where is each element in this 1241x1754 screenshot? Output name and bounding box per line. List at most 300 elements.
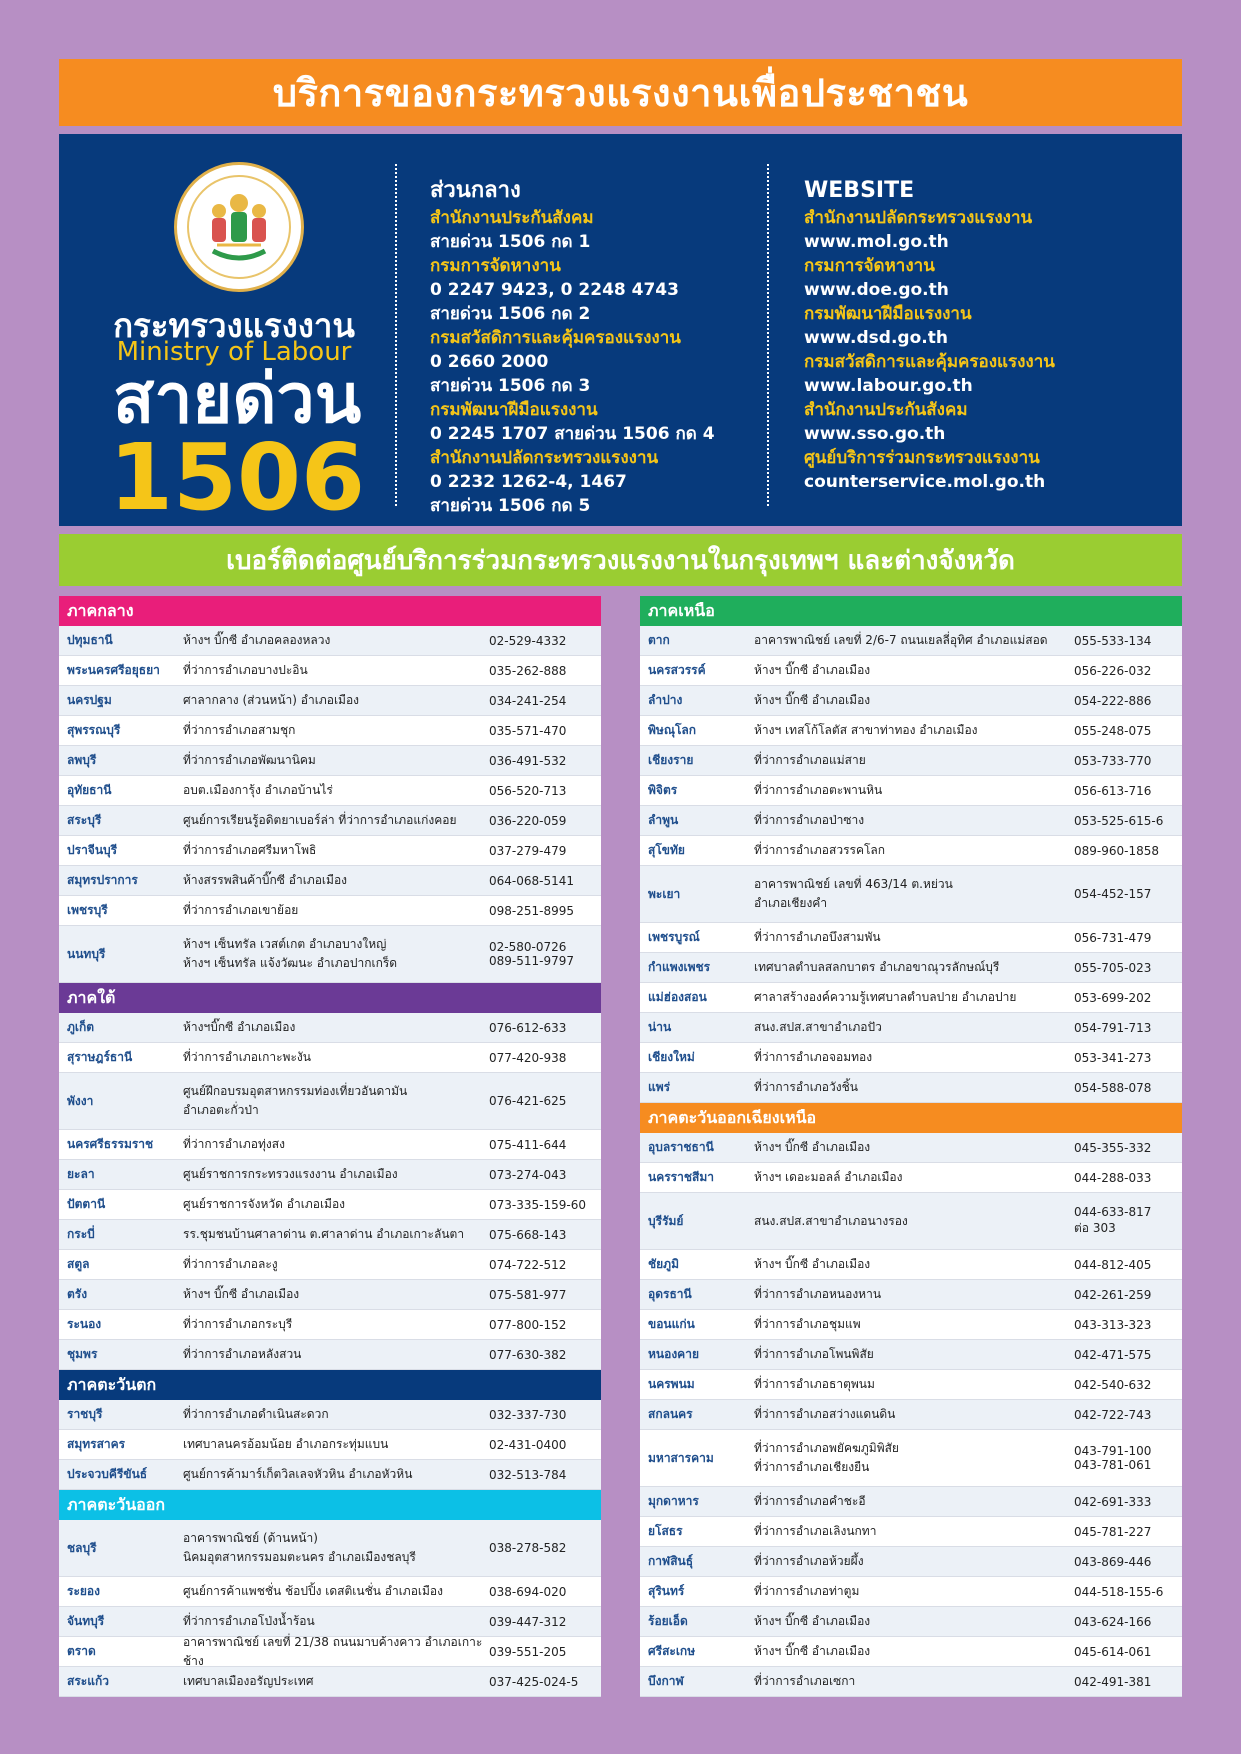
service-location (179, 811, 489, 830)
table-row (59, 896, 601, 926)
phone-line: 073-335-159-60 (489, 1197, 586, 1212)
table-row (640, 1043, 1182, 1073)
province-name: บุรีรัมย์ (648, 1213, 684, 1228)
province-name: สุโขทัย (648, 843, 685, 857)
location-line: ที่ว่าการอำเภอบึงสามพัน (754, 930, 881, 944)
table-row (640, 953, 1182, 983)
phone-line: 036-220-059 (489, 813, 567, 828)
service-location (179, 751, 489, 770)
table-row (59, 1013, 601, 1043)
province-name: แม่ฮ่องสอน (648, 990, 707, 1004)
phone-number (1074, 1021, 1186, 1035)
province-name: นครพนม (648, 1377, 695, 1391)
phone-line: 075-581-977 (489, 1287, 567, 1302)
phone-number (1074, 931, 1186, 945)
table-row (59, 1280, 601, 1310)
central-line-org: กรมพัฒนาฝีมือแรงงาน (430, 400, 598, 420)
phone-line: 076-612-633 (489, 1020, 567, 1035)
table-row (640, 1637, 1182, 1667)
contact-tables (59, 596, 1182, 1697)
phone-number (489, 754, 601, 768)
region-header: ภาคใต้ (59, 983, 601, 1013)
table-row (59, 1400, 601, 1430)
service-location (179, 1672, 489, 1691)
phone-number (1074, 844, 1186, 858)
table-row (59, 926, 601, 983)
province-name: สระบุรี (67, 813, 102, 827)
region-header: ภาคกลาง (59, 596, 601, 626)
region-table (640, 626, 1182, 1103)
location-line: ที่ว่าการอำเภอห้วยผึ้ง (754, 1554, 864, 1568)
table-row (59, 1460, 601, 1490)
province-name: พะเยา (648, 886, 681, 901)
location-line: ศูนย์ฝึกอบรมอุตสาหกรรมท่องเที่ยวอันดามัน (183, 1084, 408, 1098)
central-line-value: สายด่วน 1506 กด 5 (430, 496, 591, 516)
website-line-org: สำนักงานปลัดกระทรวงแรงงาน (804, 208, 1033, 228)
location-line: ศูนย์ราชการจังหวัด อำเภอเมือง (183, 1197, 346, 1211)
location-line: ที่ว่าการอำเภอศรีมหาโพธิ (183, 843, 317, 857)
location-line: อาคารพาณิชย์ เลขที่ 21/38 ถนนมาบค้างคาว อำเภอเกาะช้าง (183, 1634, 483, 1668)
phone-number (489, 1168, 601, 1182)
province-name: กาฬสินธุ์ (648, 1554, 694, 1568)
page-title: บริการของกระทรวงแรงงานเพื่อประชาชน (59, 59, 1182, 126)
phone-number (489, 1408, 601, 1422)
phone-number (489, 634, 601, 648)
phone-line: 02-529-4332 (489, 633, 567, 648)
phone-number (1074, 784, 1186, 798)
phone-number (489, 784, 601, 798)
location-line: ศูนย์การเรียนรู้อดิตยาเบอร์ล่า ที่ว่าการอำเภอแก่งคอย (183, 813, 457, 827)
location-line: ที่ว่าการอำเภอสวรรคโลก (754, 843, 886, 857)
phone-line: 02-431-0400 (489, 1437, 567, 1452)
service-location (750, 751, 1074, 770)
service-location (750, 1315, 1074, 1334)
service-location (179, 781, 489, 800)
phone-number (1074, 991, 1186, 1005)
phone-line: 035-571-470 (489, 723, 567, 738)
location-line: อาคารพาณิชย์ เลขที่ 2/6-7 ถนนเยลลี่อุทิศ อำเภอแม่สอด (754, 633, 1048, 647)
service-location (750, 958, 1074, 977)
phone-line: 056-613-716 (1074, 783, 1152, 798)
province-name: สุพรรณบุรี (67, 723, 121, 737)
region-header: ภาคตะวันออก (59, 1490, 601, 1520)
location-line: เทศบาลนครอ้อมน้อย อำเภอกระทุ่มแบน (183, 1437, 389, 1451)
phone-line: 034-241-254 (489, 693, 567, 708)
table-row (59, 1073, 601, 1130)
phone-line: 064-068-5141 (489, 873, 575, 888)
section-subtitle: เบอร์ติดต่อศูนย์บริการร่วมกระทรวงแรงงานในกรุงเทพฯ และต่างจังหวัด (59, 534, 1182, 586)
service-location (750, 1642, 1074, 1661)
service-location (750, 1255, 1074, 1274)
province-name: ปัตตานี (67, 1197, 106, 1211)
service-location (179, 1285, 489, 1304)
table-row (59, 866, 601, 896)
phone-line: 043-313-323 (1074, 1317, 1152, 1332)
service-location (750, 1375, 1074, 1394)
location-line: ที่ว่าการอำเภอเขาย้อย (183, 903, 299, 917)
location-line: ห้างฯ เทสโก้โลตัส สาขาท่าทอง อำเภอเมือง (754, 723, 978, 737)
central-line-value: 0 2245 1707 สายด่วน 1506 กด 4 (430, 424, 715, 444)
province-name: ตรัง (67, 1287, 88, 1301)
phone-number (1074, 1675, 1186, 1689)
seal-inner-ring (187, 175, 291, 279)
table-row (640, 866, 1182, 923)
table-row (640, 1370, 1182, 1400)
location-line: ที่ว่าการอำเภอตะพานหิน (754, 783, 883, 797)
location-line: ที่ว่าการอำเภอสามชุก (183, 723, 296, 737)
table-row (640, 1547, 1182, 1577)
province-name: สุรินทร์ (648, 1584, 685, 1598)
phone-number (1074, 664, 1186, 678)
phone-line: 043-781-061 (1074, 1458, 1152, 1472)
service-location (750, 1048, 1074, 1067)
phone-number (1074, 1525, 1186, 1539)
location-line: อำเภอเชียงคำ (754, 896, 828, 910)
phone-line: 042-261-259 (1074, 1287, 1152, 1302)
phone-line: ต่อ 303 (1074, 1220, 1116, 1235)
phone-line: 055-248-075 (1074, 723, 1152, 738)
table-row (59, 1520, 601, 1577)
province-name: ยะลา (67, 1167, 95, 1181)
phone-line: 043-791-100 (1074, 1444, 1152, 1458)
divider (395, 164, 397, 506)
phone-line: 02-580-0726 (489, 940, 567, 954)
table-row (59, 626, 601, 656)
table-row (59, 656, 601, 686)
phone-number (489, 940, 601, 968)
location-line: เทศบาลตำบลสลกบาตร อำเภอขาณุวรลักษณ์บุรี (754, 960, 1000, 974)
phone-line: 036-491-532 (489, 753, 567, 768)
phone-number (1074, 694, 1186, 708)
phone-number (1074, 1378, 1186, 1392)
region-table (59, 626, 601, 983)
service-location (750, 1168, 1074, 1187)
table-row (59, 836, 601, 866)
phone-number (1074, 1585, 1186, 1599)
table-row (640, 1667, 1182, 1697)
table-row (640, 983, 1182, 1013)
location-line: ห้างสรรพสินค้าบิ๊กซี อำเภอเมือง (183, 873, 348, 887)
central-line-org: สำนักงานประกันสังคม (430, 208, 594, 228)
table-row (640, 656, 1182, 686)
service-location (750, 1552, 1074, 1571)
phone-number (489, 1615, 601, 1629)
table-row (640, 1310, 1182, 1340)
location-line: ที่ว่าการอำเภอคำชะอี (754, 1494, 866, 1508)
location-line: ห้างฯ บิ๊กซี อำเภอคลองหลวง (183, 633, 331, 647)
table-row (640, 626, 1182, 656)
location-line: ที่ว่าการอำเภอทุ่งสง (183, 1137, 285, 1151)
phone-line: 073-274-043 (489, 1167, 567, 1182)
province-name: นครศรีธรรมราช (67, 1137, 154, 1151)
phone-line: 077-420-938 (489, 1050, 567, 1065)
service-location (179, 1315, 489, 1334)
location-line: ศูนย์การค้าแพชชั่น ช้อปปิ้ง เดสติเนชั่น อำเภอเมือง (183, 1584, 443, 1598)
phone-number (1074, 1615, 1186, 1629)
hero-panel (59, 134, 1182, 531)
province-name: ตาก (648, 633, 670, 647)
phone-number (1074, 1051, 1186, 1065)
phone-number (489, 1228, 601, 1242)
province-name: นครสวรรค์ (648, 663, 706, 677)
phone-line: 089-511-9797 (489, 954, 575, 968)
location-line: ที่ว่าการอำเภอเกาะพะงัน (183, 1050, 311, 1064)
province-name: สมุทรสาคร (67, 1437, 126, 1451)
province-name: ระนอง (67, 1317, 102, 1331)
phone-line: 075-411-644 (489, 1137, 567, 1152)
phone-line: 053-525-615-6 (1074, 813, 1164, 828)
service-location (179, 1165, 489, 1184)
service-location (179, 1405, 489, 1424)
province-name: ราชบุรี (67, 1407, 103, 1421)
phone-number (489, 1541, 601, 1555)
province-name: อุทัยธานี (67, 783, 112, 797)
phone-number (1074, 1318, 1186, 1332)
service-location (750, 1285, 1074, 1304)
service-location (750, 875, 1074, 913)
province-name: เพชรบุรี (67, 903, 108, 917)
service-location (750, 781, 1074, 800)
phone-number (1074, 887, 1186, 901)
service-location (179, 1048, 489, 1067)
location-line: ที่ว่าการอำเภอธาตุพนม (754, 1377, 875, 1391)
phone-number (489, 1021, 601, 1035)
service-location (750, 1078, 1074, 1097)
province-name: ปราจีนบุรี (67, 843, 118, 857)
table-row (640, 806, 1182, 836)
phone-number (489, 664, 601, 678)
service-location (750, 631, 1074, 650)
service-location (179, 721, 489, 740)
province-name: สตูล (67, 1257, 90, 1271)
phone-line: 089-960-1858 (1074, 843, 1160, 858)
phone-line: 053-341-273 (1074, 1050, 1152, 1065)
central-contacts (430, 176, 715, 518)
table-row (59, 716, 601, 746)
phone-number (489, 1094, 601, 1108)
website-line-value[interactable]: www.dsd.go.th (804, 328, 948, 348)
phone-line: 053-733-770 (1074, 753, 1152, 768)
table-row (59, 1340, 601, 1370)
phone-number (489, 1198, 601, 1212)
table-row (640, 746, 1182, 776)
location-line: ห้างฯ เซ็นทรัล เวสต์เกต อำเภอบางใหญ่ (183, 937, 387, 951)
phone-number (489, 1585, 601, 1599)
phone-line: 054-222-886 (1074, 693, 1152, 708)
location-line: ที่ว่าการอำเภอเซกา (754, 1674, 856, 1688)
central-heading: ส่วนกลาง (430, 178, 521, 203)
location-line: ที่ว่าการอำเภอชุมแพ (754, 1317, 861, 1331)
province-name: กระบี่ (67, 1227, 95, 1241)
central-line-org: กรมการจัดหางาน (430, 256, 561, 276)
divider (767, 164, 769, 506)
location-line: ห้างฯ เซ็นทรัล แจ้งวัฒนะ อำเภอปากเกร็ด (183, 956, 398, 970)
phone-line: 039-551-205 (489, 1644, 567, 1659)
province-name: ร้อยเอ็ด (648, 1614, 688, 1628)
province-name: เชียงราย (648, 753, 694, 767)
province-name: ภูเก็ต (67, 1020, 95, 1034)
location-line: อบต.เมืองการุ้ง อำเภอบ้านไร่ (183, 783, 333, 797)
province-name: ตราด (67, 1644, 96, 1658)
location-line: ที่ว่าการอำเภอโพนพิสัย (754, 1347, 874, 1361)
phone-number (489, 1438, 601, 1452)
central-line-value: สายด่วน 1506 กด 1 (430, 232, 591, 252)
table-row (59, 1043, 601, 1073)
phone-line: 035-262-888 (489, 663, 567, 678)
table-row (59, 1577, 601, 1607)
phone-number (1074, 1408, 1186, 1422)
location-line: ห้างฯ บิ๊กซี อำเภอเมือง (754, 693, 871, 707)
province-name: เชียงใหม่ (648, 1050, 695, 1064)
location-line: ที่ว่าการอำเภอบางปะอิน (183, 663, 308, 677)
phone-number (1074, 1288, 1186, 1302)
website-heading: WEBSITE (804, 178, 915, 203)
phone-line: 098-251-8995 (489, 903, 575, 918)
phone-line: 043-624-166 (1074, 1614, 1152, 1629)
province-name: มหาสารคาม (648, 1450, 714, 1465)
province-name: ศรีสะเกษ (648, 1644, 696, 1658)
phone-line: 054-452-157 (1074, 887, 1152, 901)
location-line: ที่ว่าการอำเภอโป่งน้ำร้อน (183, 1614, 315, 1628)
service-location (750, 1345, 1074, 1364)
province-name: ขอนแก่น (648, 1317, 695, 1331)
phone-line: 032-513-784 (489, 1467, 567, 1482)
phone-line: 054-791-713 (1074, 1020, 1152, 1035)
phone-number (1074, 724, 1186, 738)
phone-number (489, 694, 601, 708)
service-location (179, 935, 489, 973)
province-name: ลำพูน (648, 813, 679, 827)
phone-number (489, 1258, 601, 1272)
province-name: สุราษฎร์ธานี (67, 1050, 133, 1064)
phone-number (1074, 1645, 1186, 1659)
service-location (750, 1522, 1074, 1541)
location-line: ศาลาสร้างองค์ความรู้เทศบาลตำบลปาย อำเภอปาย (754, 990, 1017, 1004)
location-line: ห้างฯ เดอะมอลล์ อำเภอเมือง (754, 1170, 903, 1184)
table-row (640, 1340, 1182, 1370)
website-line-value[interactable]: www.doe.go.th (804, 280, 949, 300)
phone-line: 042-540-632 (1074, 1377, 1152, 1392)
central-line-value: 0 2232 1262-4, 1467 (430, 472, 627, 492)
service-location (179, 1225, 489, 1244)
province-name: สมุทรปราการ (67, 873, 138, 887)
website-line-value[interactable]: counterservice.mol.go.th (804, 472, 1046, 492)
region-table (59, 1520, 601, 1697)
table-row (640, 1577, 1182, 1607)
phone-line: 044-633-817 (1074, 1204, 1152, 1219)
table-row (640, 1607, 1182, 1637)
location-line: ห้างฯ บิ๊กซี อำเภอเมือง (754, 1257, 871, 1271)
table-row (59, 1430, 601, 1460)
region-table (59, 1013, 601, 1370)
phone-number (489, 814, 601, 828)
service-location (750, 841, 1074, 860)
location-line: ที่ว่าการอำเภอหนองหาน (754, 1287, 882, 1301)
province-name: ลพบุรี (67, 753, 97, 767)
phone-number (1074, 1205, 1186, 1238)
location-line: อาคารพาณิชย์ (ด้านหน้า) (183, 1531, 318, 1545)
location-line: ที่ว่าการอำเภอสว่างแดนดิน (754, 1407, 896, 1421)
province-name: กำแพงเพชร (648, 960, 711, 974)
table-row (59, 1250, 601, 1280)
table-row (640, 1250, 1182, 1280)
location-line: ห้างฯบิ๊กซี อำเภอเมือง (183, 1020, 296, 1034)
province-name: พิจิตร (648, 783, 678, 797)
table-row (59, 1130, 601, 1160)
phone-number (489, 1675, 601, 1689)
province-name: สระแก้ว (67, 1674, 109, 1688)
phone-line: 042-722-743 (1074, 1407, 1152, 1422)
region-table (59, 1400, 601, 1490)
region-table (640, 1133, 1182, 1697)
province-name: จันทบุรี (67, 1614, 105, 1628)
website-line-org: กรมสวัสดิการและคุ้มครองแรงงาน (804, 352, 1055, 372)
province-name: พระนครศรีอยุธยา (67, 663, 160, 677)
table-row (59, 1310, 601, 1340)
region-header: ภาคตะวันตก (59, 1370, 601, 1400)
table-row (59, 806, 601, 836)
phone-number (1074, 634, 1186, 648)
province-name: ลำปาง (648, 693, 683, 707)
location-line: ที่ว่าการอำเภอละงู (183, 1257, 278, 1271)
service-location (750, 811, 1074, 830)
phone-number (1074, 961, 1186, 975)
website-line-value[interactable]: www.labour.go.th (804, 376, 973, 396)
service-location (179, 1135, 489, 1154)
phone-line: 042-691-333 (1074, 1494, 1152, 1509)
phone-line: 044-288-033 (1074, 1170, 1152, 1185)
service-location (750, 1018, 1074, 1037)
phone-number (489, 874, 601, 888)
left-table-column (59, 596, 601, 1697)
phone-line: 032-337-730 (489, 1407, 567, 1422)
service-location (179, 691, 489, 710)
province-name: ชุมพร (67, 1347, 98, 1361)
province-name: พิษณุโลก (648, 723, 697, 737)
phone-number (1074, 1555, 1186, 1569)
location-line: อำเภอตะกั่วป่า (183, 1103, 259, 1117)
province-name: นนทบุรี (67, 946, 106, 961)
location-line: ศูนย์ราชการกระทรวงแรงงาน อำเภอเมือง (183, 1167, 398, 1181)
table-row (640, 1400, 1182, 1430)
phone-number (1074, 1171, 1186, 1185)
phone-line: 053-699-202 (1074, 990, 1152, 1005)
website-list (804, 176, 1055, 494)
service-location (750, 1672, 1074, 1691)
phone-number (1074, 1081, 1186, 1095)
service-location (179, 901, 489, 920)
location-line: ที่ว่าการอำเภอพัฒนานิคม (183, 753, 316, 767)
central-line-org: กรมสวัสดิการและคุ้มครองแรงงาน (430, 328, 681, 348)
phone-line: 042-491-381 (1074, 1674, 1152, 1689)
table-row (59, 1634, 601, 1668)
ministry-name-english: Ministry of Labour (116, 337, 352, 367)
table-row (59, 1190, 601, 1220)
ministry-seal-icon (174, 162, 304, 292)
phone-line: 077-800-152 (489, 1317, 567, 1332)
location-line: ที่ว่าการอำเภอเชียงยืน (754, 1460, 870, 1474)
location-line: ที่ว่าการอำเภอป่าซาง (754, 813, 865, 827)
phone-line: 045-355-332 (1074, 1140, 1152, 1155)
table-row (59, 1220, 601, 1250)
phone-number (1074, 1495, 1186, 1509)
website-line-value[interactable]: www.sso.go.th (804, 424, 946, 444)
table-row (59, 1160, 601, 1190)
website-line-value[interactable]: www.mol.go.th (804, 232, 949, 252)
service-location (179, 1582, 489, 1601)
service-location (750, 1439, 1074, 1477)
service-location (750, 928, 1074, 947)
